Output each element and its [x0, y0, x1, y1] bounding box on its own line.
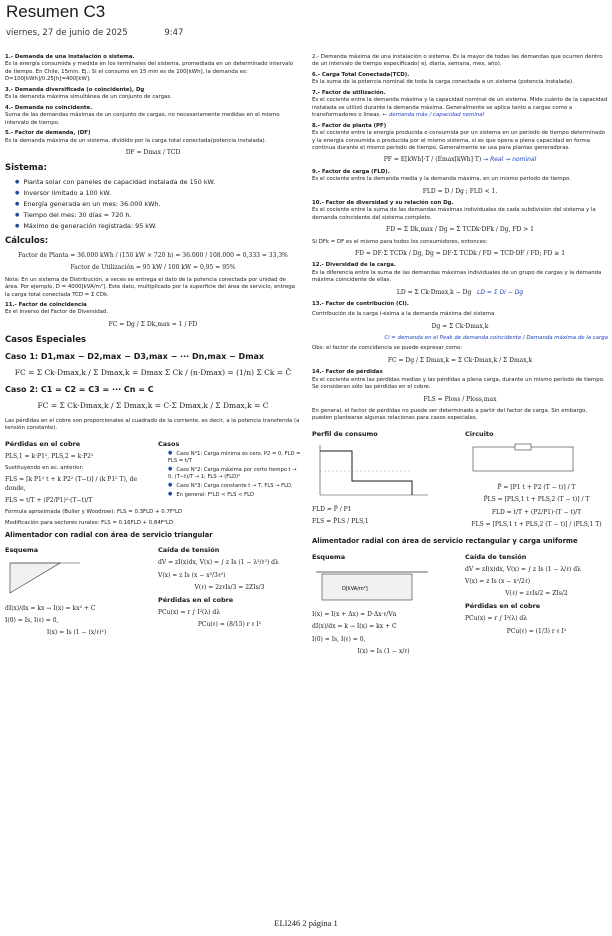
perd-cobre-title: Pérdidas en el cobre: [5, 439, 81, 448]
caso1-title: Caso 1: D1,max − D2,max − D3,max − ··· Dn,max − Dmax: [5, 351, 265, 361]
s10-text2: Si DFk = DF es el mismo para todos los consumidores, entonces:: [312, 238, 488, 245]
circ-eq: FLS = [PLS,1 t + PLS,2 (T − t)] / (PLS,1 T): [471, 520, 602, 528]
caida-title: Caída de tensión: [465, 552, 527, 561]
s7-text: Es el cociente entre la demanda máxima y la capacidad nominal de un sistema. Mide cuánto de la capacidad instalada se utilizó durante la demanda máxima. Generalmente se aplica tanto a cargas como a transformadores o líneas.: [312, 97, 608, 119]
s13-eq-text: Dg = Σ Ck·Dmax,k: [431, 322, 489, 330]
ix-eq: I(x) = I(x + Δx) = D·Δx·ℓ/Vn: [312, 611, 397, 618]
circuit-figure: [465, 441, 585, 477]
calc-factor-planta: Factor de Planta = 36.000 kWh / (150 kW × 720 h) = 36.000 / 108.000 = 0,333 = 33,3%: [18, 252, 288, 260]
esquema-title: Esquema: [5, 546, 39, 555]
s12-eq-text: LD = Σ Ck·Dmax,k − Dg: [396, 288, 472, 296]
s4-text: Suma de las demandas máximas de un conjunto de cargas, no necesariamente medidas en el mismo intervalo de tiempo.: [5, 112, 280, 126]
date-line: [6, 28, 217, 38]
caida-eq: dV = zI(x)dx, V(x) = ∫ z Is (1 − λ/ℓ) dλ: [465, 565, 581, 573]
s14-equation: FLS = Ploss / Ploss,max: [423, 395, 497, 403]
s13-equation: [312, 323, 608, 331]
s8-title: 8.- Factor de planta (PF): [312, 122, 387, 129]
caso2-equation: FC = Σ Ck·Dmax,k / Σ Dmax,k = C·Σ Dmax,k / Σ Dmax,k = C: [37, 401, 269, 411]
s12-handwritten-note: LD = Σ Di − Dg: [477, 288, 524, 296]
s3-title: 3.- Demanda diversificada (o coincidente), Dg: [5, 86, 145, 93]
s13-equation2: FC = Dg / Σ Dmax,k = Σ Ck·Dmax,k / Σ Dmax,k: [387, 356, 533, 364]
s4-title: 4.- Demanda no coincidente.: [5, 104, 93, 111]
list-item: ● Caso N°1: Carga mínima es cero. P2 = 0, FLD = FLS = t/T: [168, 451, 301, 465]
s5-title: 5.- Factor de demanda, (DF): [5, 130, 91, 137]
casos2-list: [168, 451, 301, 500]
nota-text: Nota: En un sistema de Distribución, a veces se entrega el dato de la potencia conectada por unidad de área. Por ejemplo, D = 4000[kVA/m²]. Este dato, multiplicado por la superficie del área de servicio, entrega la carga total conectada TCD = Σ CDk.: [5, 276, 295, 298]
caida-eq: V(x) = z Is (x − x²/2ℓ): [465, 577, 531, 585]
list-item: ● Planta solar con paneles de capacidad instalada de 150 kW.: [15, 178, 301, 187]
list-item: ● En general: F²LD < FLS < FLD: [168, 492, 301, 499]
s14-title: 14.- Factor de pérdidas: [312, 369, 383, 376]
pcu-l-eq: PCu(ℓ) = (8/15) r ℓ I²: [197, 621, 262, 629]
s5-equation: DF = Dmax / TCD: [125, 148, 181, 156]
s8-eq-text: PF = E[kWh]·T / (Emax[kWh]·T): [383, 156, 482, 164]
perd-cobre-title: Pérdidas en el cobre: [465, 602, 541, 611]
perdidas-casos-block: [5, 436, 301, 509]
note-time: 9:47: [164, 28, 184, 38]
perfil-eq: FLD = P̄ / P1: [312, 506, 352, 514]
s7-handwritten-note: ← demanda máx / capacidad nominal: [382, 112, 485, 119]
circuito-title: Circuito: [465, 429, 494, 438]
s12-title: 12.- Diversidad de la carga.: [312, 262, 396, 269]
s12-equation: [312, 289, 608, 297]
s14-text2: En general, el factor de pérdidas no puede ser determinado a partir del factor de carga. Sin embargo, pueden plantearse algunas relaciones para casos especiales.: [312, 407, 588, 422]
s8-handwritten-note: → Real → nominal: [483, 156, 537, 164]
rectangle-schematic-figure: [312, 564, 432, 604]
page-footer: ELI246 2 página 1: [274, 918, 338, 928]
alim-tri-block: [5, 542, 301, 641]
sistema-list: [15, 178, 301, 230]
triangle-schematic-figure: [5, 557, 95, 597]
sistema-title: Sistema:: [5, 163, 47, 174]
right-column: [312, 54, 608, 660]
s10-title: 10.- Factor de diversidad y su relación con Dg.: [312, 199, 454, 206]
note-date: viernes, 27 de junio de 2025: [6, 28, 128, 38]
ix-eq: dI(x)/dx = kx → I(x) = kx² + C: [5, 604, 96, 612]
circ-eq: FLD = t/T + (P2/P1)·(T − t)/T: [491, 508, 582, 516]
alim-rect-title: Alimentador radial con área de servicio rectangular y carga uniforme: [312, 537, 578, 546]
s11-title: 11.- Factor de coincidencia: [5, 302, 87, 309]
perd-line: FLS = t/T + (P2/P1)²·(T−t)/T: [5, 496, 93, 504]
list-item: ● Tiempo del mes: 30 días = 720 h.: [15, 211, 301, 220]
s1-text: Es la energía consumida y medida en los terminales del sistema, promediada en un determinado intervalo de tiempo. En Chile, 15min. Ej.: Si el consumo en 15 min es de 100[kWh], la demanda es: D=100[kWh]/0.25[h]=400[kW].: [5, 61, 294, 83]
alim-rect-block: [312, 549, 608, 660]
ix-eq: I(0) = Is, I(ℓ) = 0,: [312, 635, 366, 643]
left-column: [5, 54, 301, 642]
s9-title: 9.- Factor de carga (FLD).: [312, 168, 390, 175]
perd-cobre2-title: Pérdidas en el cobre: [158, 596, 234, 605]
s5-text: Es la demanda máxima de un sistema, dividido por la carga total conectada(potencia instalada).: [5, 137, 267, 144]
fig-label: D[kVA/m²]: [342, 585, 368, 592]
s3-text: Es la demanda máxima simultánea de un conjunto de cargas.: [5, 94, 172, 101]
list-item: ● Inversor limitado a 100 kW.: [15, 189, 301, 198]
calc-factor-utilizacion: Factor de Utilización = 95 kW / 100 kW = 0,95 = 95%: [70, 264, 236, 272]
ix-eq: I(0) = Is, I(ℓ) = 0,: [5, 617, 59, 625]
ix-eq: I(x) = Is (1 − x/ℓ): [357, 647, 410, 655]
caso2-title: Caso 2: C1 = C2 = C3 = ··· Cn = C: [5, 385, 154, 395]
circ-eq: P̄LS = [PLS,1 t + PLS,2 (T − t)] / T: [483, 496, 590, 504]
page-title: Resumen C3: [6, 2, 106, 21]
caida-eq: V(x) = z Is (x − x³/3ℓ²): [158, 571, 226, 579]
list-item: ● Caso N°2: Carga máxima por corto tiempo t → 0, (T−t)/T → 1; FLS → (FLD)²: [168, 467, 301, 481]
s13-text: Contribución de la carga i-ésima a la demanda máxima del sistema: [312, 311, 495, 318]
perd-line: PLS,1 = k·P1², PLS,2 = k·P2²: [5, 452, 94, 460]
ix-eq: dI(x)/dx = k → I(x) = kx + C: [312, 623, 397, 631]
s10-equation2: FD = DF·Σ TCDk / Dg, Dg = DF·Σ TCDk / FD = TCD·DF / FD; FD ≥ 1: [354, 249, 566, 257]
perdidas-text: Las pérdidas en el cobre son proporcionales al cuadrado de la corriente, es decir, a la potencia transferida (a tensión constante).: [5, 417, 300, 432]
s8-text: Es el cociente entre la energía producida o consumida por un sistema en un período de tiempo determinado y la energía consumida o producida por el mismo sistema, si es que opera a plena capacidad en forma continua durante el mismo período de tiempo. Generalmente se usa para plantas generadoras.: [312, 130, 606, 151]
s13-title: 13.- Factor de contribución (Ci).: [312, 300, 409, 307]
casos-especiales-title: Casos Especiales: [5, 335, 87, 346]
pcu-eq: PCu(x) = r ∫ I²(λ) dλ: [465, 615, 528, 623]
caida-eq: dV = zI(x)dx, V(x) = ∫ z Is (1 − λ²/ℓ²) dλ: [158, 559, 279, 567]
rural-formula: Modificación para sectores rurales: FLS = 0.16FLD + 0.84F²LD: [5, 519, 174, 526]
pcu-l-eq: PCu(ℓ) = (1/3) r ℓ I²: [506, 627, 567, 635]
list-item: ● Máximo de generación registrada: 95 kW.: [15, 222, 301, 231]
s7-title: 7.- Factor de utilización.: [312, 89, 386, 96]
perfil-circuito-block: [312, 426, 608, 533]
s2-text: 2.- Demanda máxima de una instalación o sistema. Es la mayor de todas las demandas que ocurren dentro de un intervalo de tiempo especificado( ej. diaria, semana, mes, año).: [312, 54, 603, 68]
calculos-title: Cálculos:: [5, 236, 49, 247]
pcu-eq: PCu(x) = r ∫ I²(λ) dλ: [158, 609, 221, 617]
esquema-title: Esquema: [312, 552, 346, 561]
perfil-eq: FLS = P̄LS / PLS,1: [312, 518, 369, 526]
perd-line: FLS = [k P1² t + k P2² (T−t)] / (k P1² T), de donde,: [5, 476, 138, 492]
s6-text: Es la suma de la potencia nominal de toda la carga conectada a un sistema (potencia instalada).: [312, 79, 574, 86]
caso1-equation: FC = Σ Ck·Dmax,k / Σ Dmax,k = Dmax Σ Ck / (n·Dmax) = (1/n) Σ Ck = C̄: [14, 367, 292, 377]
s1-title: 1.- Demanda de una instalación o sistema.: [5, 54, 135, 60]
s10-text: Es el cociente entre la suma de las demandas máximas individuales de cada subdivisión del sistema y la demanda coincidente del sistema completo.: [312, 207, 596, 221]
s10-equation: FD = Σ Dk,max / Dg = Σ TCDk·DFk / Dg, FD > 1: [386, 226, 534, 234]
s8-equation: [312, 156, 608, 164]
s6-title: 6.- Carga Total Conectada(TCD).: [312, 71, 410, 78]
s13-obs: Obs: el factor de coincidencia se puede expresar como:: [312, 345, 463, 352]
list-item: ● Energía generada en un mes: 36.000 kWh.: [15, 200, 301, 209]
caida-eq: V(ℓ) = 2zℓIs/3 = 2ZIs/3: [194, 583, 265, 591]
perfil-title: Perfil de consumo: [312, 429, 378, 438]
buller-formula: Fórmula aproximada (Buller y Woodrow): FLS = 0.3FLD + 0.7F²LD: [5, 509, 183, 516]
circ-eq: P̄ = [P1 t + P2 (T − t)] / T: [497, 484, 576, 492]
list-item: ● Caso N°3: Carga constante t → T, FLS → FLD.: [168, 483, 301, 490]
s11-equation: FC = Dg / Σ Dk,max = 1 / FD: [108, 320, 198, 328]
s12-text: Es la diferencia entre la suma de las demandas máximas individuales de un grupo de cargas y la demanda máxima coincidente de ellas.: [312, 269, 602, 284]
s9-equation: FLD = D / Dg ; FLD < 1.: [422, 187, 498, 195]
s11-text: Es el inverso del Factor de Diversidad.: [5, 309, 109, 316]
ix-eq: I(x) = Is (1 − (x/ℓ)²): [46, 629, 107, 637]
caida-title: Caída de tensión: [158, 546, 220, 555]
consumption-profile-figure: [312, 441, 432, 499]
casos2-title: Casos: [158, 439, 180, 448]
perd-line: Sustituyendo en ec. anterior:: [5, 464, 84, 471]
s13-handwritten-note: Ci = demanda en el Peak de demanda coincidente / Demanda máxima de la carga: [384, 335, 608, 342]
s14-text: Es el cociente entre las pérdidas medias y las pérdidas a plena carga, durante un mismo período de tiempo. Se consideran sólo las pérdidas en el cobre.: [312, 376, 605, 391]
s9-text: Es el cociente entre la demanda media y la demanda máxima, en un mismo período de tiempo.: [312, 176, 571, 183]
caida-eq: V(ℓ) = zℓIs/2 = ZIs/2: [505, 590, 568, 598]
alim-triangular-title: Alimentador con radial con área de servicio triangular: [5, 530, 213, 539]
